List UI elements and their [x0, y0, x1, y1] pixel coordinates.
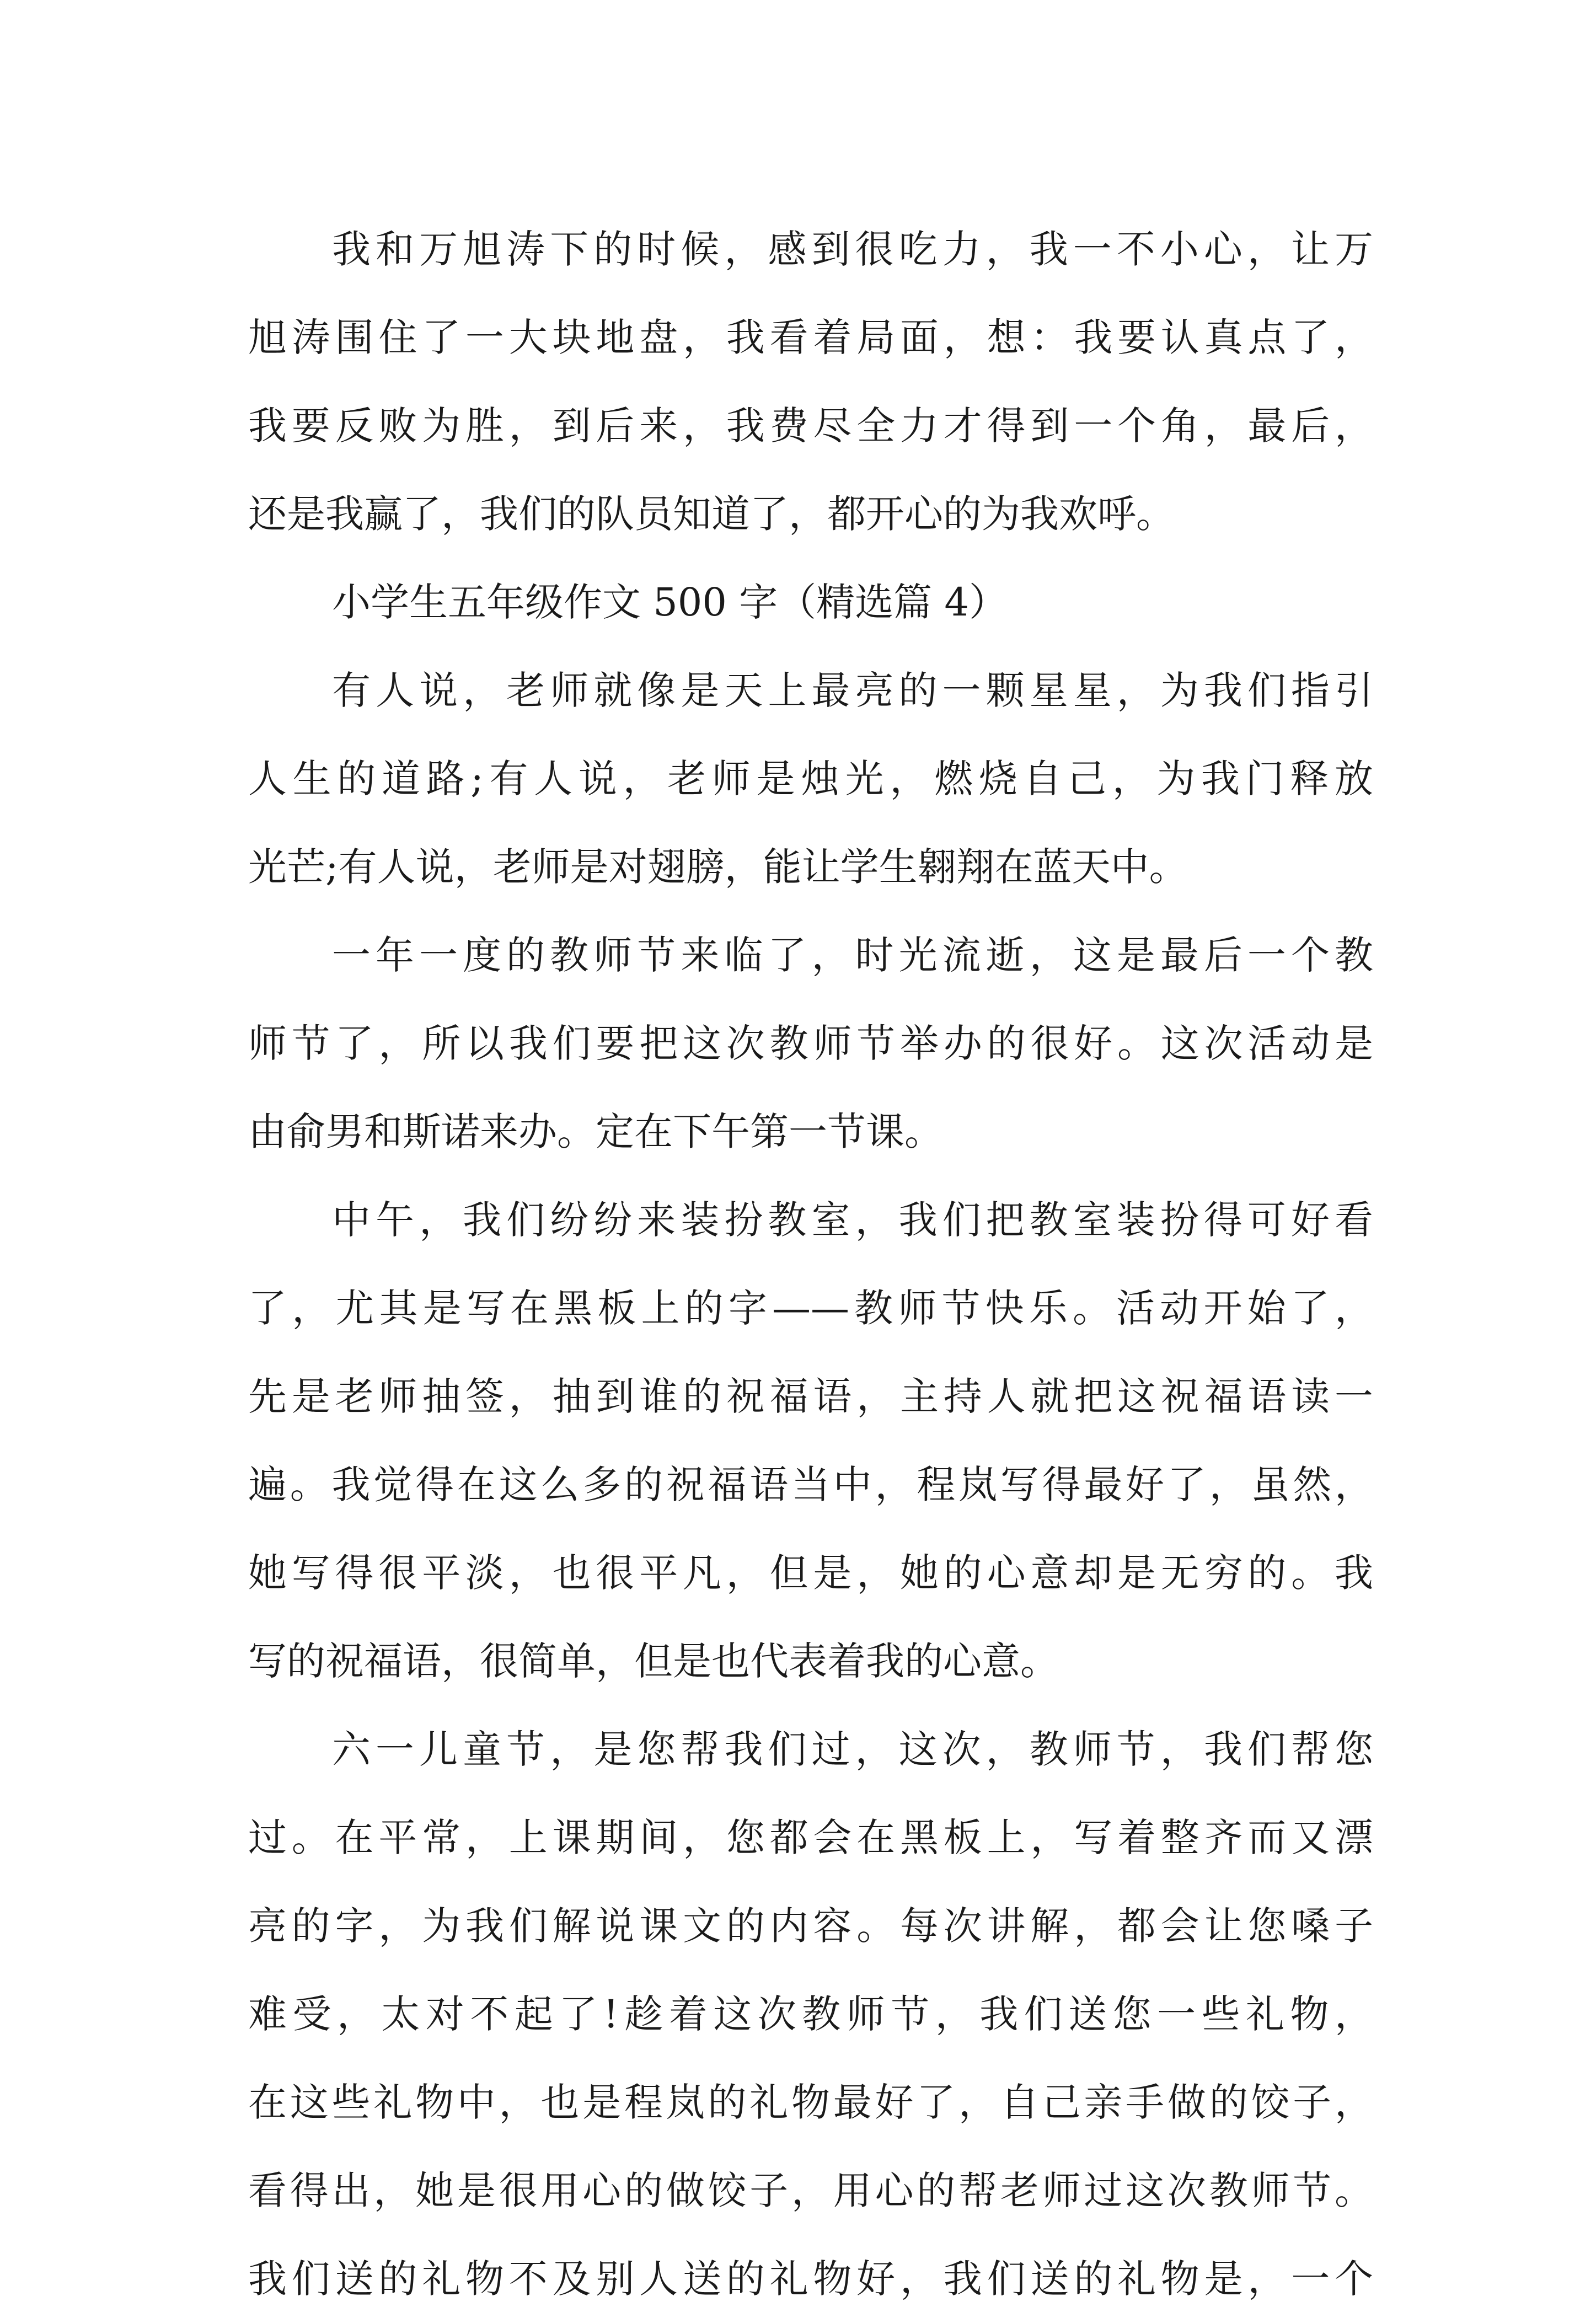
text-line: 难受，太对不起了!趁着这次教师节，我们送您一些礼物， [248, 1992, 1373, 2037]
document-body [248, 205, 1373, 2323]
section-heading: 小学生五年级作文 500 字（精选篇 4） [332, 580, 1008, 625]
text-line: 在这些礼物中，也是程岚的礼物最好了，自己亲手做的饺子， [248, 2080, 1373, 2125]
text-line: 六一儿童节，是您帮我们过，这次，教师节，我们帮您 [332, 1727, 1373, 1772]
paragraph-5 [248, 1705, 1373, 2323]
text-line: 写的祝福语，很简单，但是也代表着我的心意。 [248, 1639, 1059, 1684]
text-line: 了，尤其是写在黑板上的字——教师节快乐。活动开始了， [248, 1286, 1373, 1331]
text-line: 有人说，老师就像是天上最亮的一颗星星，为我们指引 [332, 668, 1373, 713]
paragraph-2 [248, 646, 1373, 911]
text-line: 我和万旭涛下的时候，感到很吃力，我一不小心，让万 [332, 227, 1373, 272]
paragraph-3 [248, 911, 1373, 1176]
paragraph-4 [248, 1176, 1373, 1705]
text-line: 看得出，她是很用心的做饺子，用心的帮老师过这次教师节。 [248, 2168, 1373, 2213]
text-line: 师节了，所以我们要把这次教师节举办的很好。这次活动是 [248, 1021, 1373, 1066]
text-line: 我要反败为胜，到后来，我费尽全力才得到一个角，最后， [248, 403, 1373, 448]
text-line: 遍。我觉得在这么多的祝福语当中，程岚写得最好了，虽然， [248, 1462, 1373, 1507]
text-line: 还是我赢了，我们的队员知道了，都开心的为我欢呼。 [248, 491, 1175, 537]
text-line: 中午，我们纷纷来装扮教室，我们把教室装扮得可好看 [332, 1197, 1373, 1243]
text-line: 先是老师抽签，抽到谁的祝福语，主持人就把这祝福语读一 [248, 1374, 1373, 1419]
text-line: 她写得很平淡，也很平凡，但是，她的心意却是无穷的。我 [248, 1550, 1373, 1596]
text-line: 由俞男和斯诺来办。定在下午第一节课。 [248, 1109, 943, 1154]
text-line: 光芒;有人说，老师是对翅膀，能让学生翱翔在蓝天中。 [248, 844, 1188, 890]
text-line: 过。在平常，上课期间，您都会在黑板上，写着整齐而又漂 [248, 1815, 1373, 1860]
text-line: 人生的道路;有人说，老师是烛光，燃烧自己，为我门释放 [248, 756, 1373, 801]
paragraph-1 [248, 205, 1373, 558]
text-line: 一年一度的教师节来临了，时光流逝，这是最后一个教 [332, 933, 1373, 978]
text-line: 我们送的礼物不及别人送的礼物好，我们送的礼物是，一个 [248, 2256, 1373, 2301]
text-line: 旭涛围住了一大块地盘，我看着局面，想：我要认真点了， [248, 315, 1373, 360]
text-line: 亮的字，为我们解说课文的内容。每次讲解，都会让您嗓子 [248, 1903, 1373, 1949]
